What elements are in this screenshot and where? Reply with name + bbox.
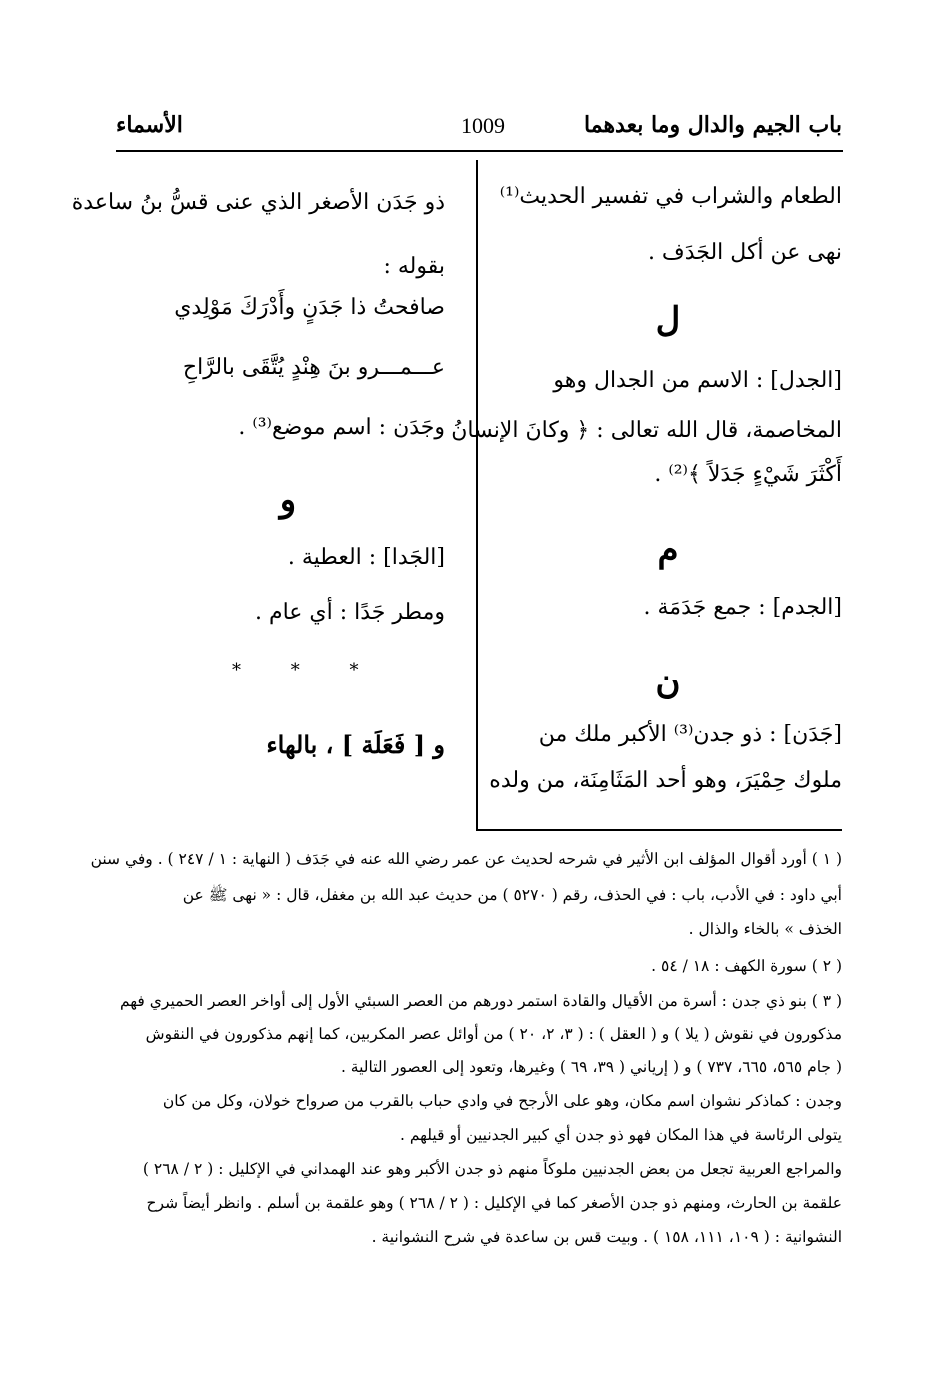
right-line-8: ملوك حِمْيَرَ، وهو أحد المَثَامِنَة، من ولده <box>489 768 842 793</box>
footnote-line-12: النشوانية : ( ١٠٩، ١١١، ١٥٨ ) . وبيت قس بن ساعدة في شرح النشوانية . <box>371 1228 842 1246</box>
poem-verse-1: صافحتُ ذا جَدَنٍ وأَدْرَكَ مَوْلِدي <box>174 295 445 320</box>
footnote-line-5: ( ٣ ) بنو ذي جدن : أسرة من الأقيال والقادة استمر دورهم من العصر السبئي الأول إلى أواخر العصر الحميري فهم <box>119 992 842 1010</box>
right-line-5: أَكْثَرَ شَيْءٍ جَدَلاً ﴾⁽²⁾ . <box>654 462 842 487</box>
right-line-1: الطعام والشراب في تفسير الحديث⁽¹⁾ <box>499 184 842 209</box>
letter-waw: و <box>279 480 297 520</box>
right-line-6: [الجدم] : جمع جَدَمَة . <box>643 595 842 620</box>
footnote-line-11: علقمة بن الحارث، ومنهم ذو جدن الأصغر كما في الإكليل : ( ٢ / ٢٦٨ ) وهو علقمة بن أسلم . وانظر أيضاً شرح <box>146 1194 842 1212</box>
chapter-title: باب الجيم والدال وما بعدهما <box>584 112 842 138</box>
footnote-line-9: يتولى الرئاسة في هذا المكان فهو ذو جدن أي كبير الجدنيين أو قيلهم . <box>399 1126 842 1144</box>
footnote-line-10: والمراجع العربية تجعل من بعض الجدنيين ملوكاً منهم ذو جدن الأكبر وهو عند الهمداني في الإكليل : ( ٢ / ٢٦٨ ) <box>142 1160 842 1178</box>
right-line-4: المخاصمة، قال الله تعالى : ﴿ وكانَ الإنسانُ <box>451 418 842 443</box>
footnote-line-1: ( ١ ) أورد أقوال المؤلف ابن الأثير في شرحه لحديث عن عمر رضي الله عنه في جَدَف ( النهاية : ١ / ٢٤٧ ) . وفي سنن <box>90 850 842 868</box>
letter-lam: ل <box>655 300 681 340</box>
footnote-line-7: ( جام ٥٦٥، ٦٦٥، ٧٣٧ ) و ( إرياني ( ٣٩، ٦٩ ) وغيرها، وتعود إلى العصور التالية . <box>340 1058 842 1076</box>
footnote-line-3: الخذف » بالخاء والذال . <box>688 920 842 938</box>
footnote-line-8: وجدن : كماذكر نشوان اسم مكان، وهو على الأرجح في وادي حباب بالقرب من صرواح خولان، وكل من كان <box>162 1092 842 1110</box>
section-title: الأسماء <box>116 112 183 138</box>
left-line-7: ومطر جَدًا : أي عام . <box>254 600 445 625</box>
right-line-3: [الجدل] : الاسم من الجدال وهو <box>553 368 842 393</box>
left-line-1: ذو جَدَن الأصغر الذي عنى قسُّ بنُ ساعدة <box>71 190 445 215</box>
left-line-2: بقوله : <box>383 254 445 279</box>
left-line-6: [الجَدا] : العطية . <box>287 545 445 570</box>
header-rule <box>116 150 843 152</box>
letter-mim: م <box>657 530 679 570</box>
page-number: 1009 <box>461 113 505 138</box>
footnote-line-6: مذكورون في نقوش ( يلا ) و ( العقل ) : ( ٣، ٢، ٢٠ ) من أوائل عصر المكربين، كما إنهم مذكورون في النقوش <box>145 1025 842 1043</box>
right-line-2: نهى عن أكل الجَدَف . <box>647 240 842 265</box>
left-line-5: وجَدَن : اسم موضع⁽³⁾ . <box>238 415 445 440</box>
section-separator-stars: * * * <box>232 660 381 681</box>
poem-verse-2: عـــمـــرو بنَ هِنْدٍ يُتَّقَى بالرَّاحِ <box>182 355 445 380</box>
footnote-line-4: ( ٢ ) سورة الكهف : ١٨ / ٥٤ . <box>651 957 842 975</box>
letter-nun: ن <box>655 662 681 702</box>
section-heading: و [ فَعَلَة ] ، بالهاء <box>266 730 445 759</box>
footnote-rule <box>476 829 842 831</box>
column-divider <box>476 160 478 830</box>
footnote-line-2: أبي داود : في الأدب، باب : في الحذف، رقم ( ٥٢٧٠ ) من حديث عبد الله بن مغفل، قال : « نهى ﷺ عن <box>182 886 842 904</box>
right-line-7: [جَدَن] : ذو جدن⁽³⁾ الأكبر ملك من <box>538 722 842 747</box>
